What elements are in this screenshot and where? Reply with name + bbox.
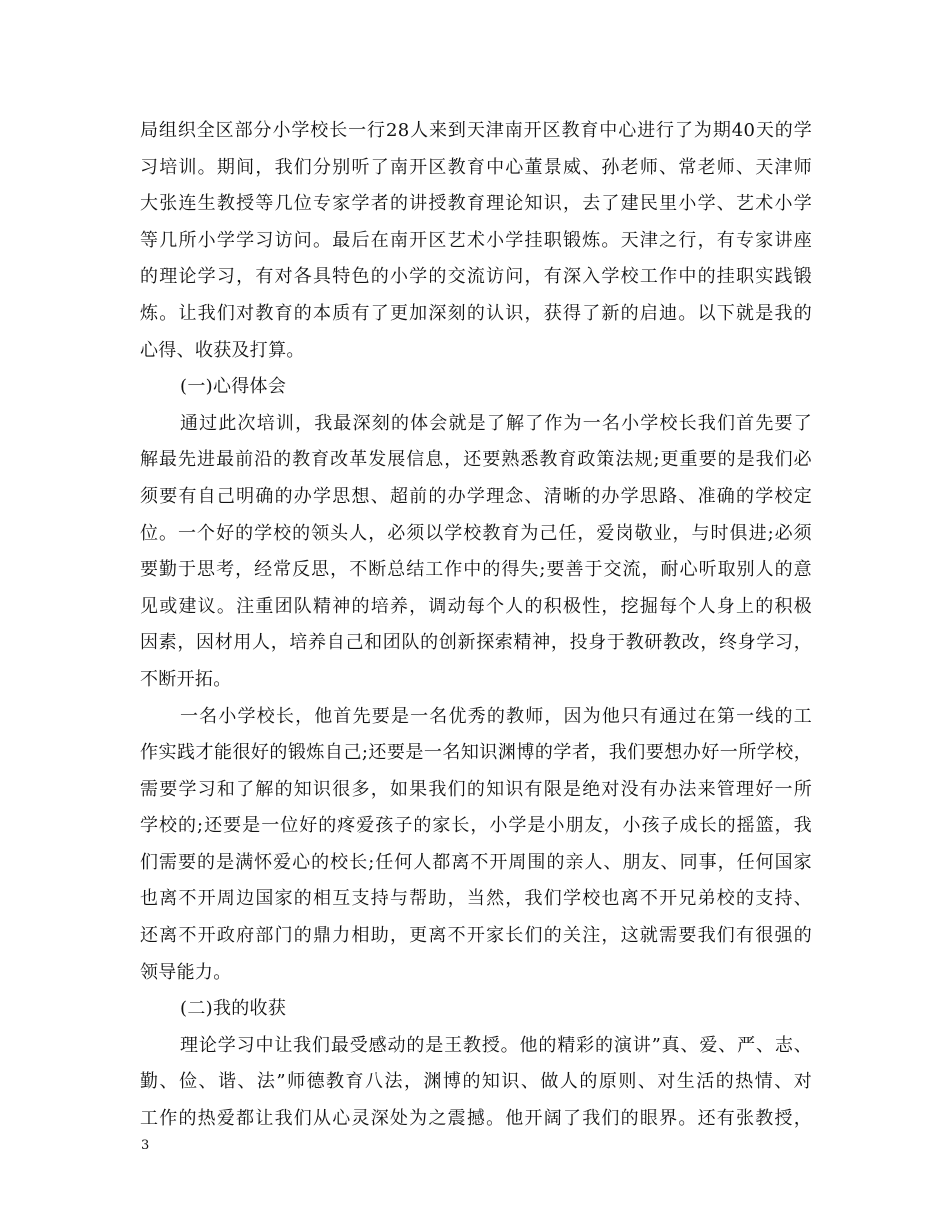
section-heading-gains: (二)我的收获 — [180, 998, 287, 1020]
text-line: 理论学习中让我们最受感动的是王教授。他的精彩的演讲”真、爱、严、志、 — [180, 1034, 812, 1056]
text-line: 的理论学习，有对各具特色的小学的交流访问，有深入学校工作中的挂职实践锻 — [140, 266, 812, 288]
paragraph-gains — [140, 1028, 812, 1138]
text-line: 位。一个好的学校的领头人，必须以学校教育为己任，爱岗敬业，与时俱进;必须 — [140, 522, 812, 544]
text-line: 学校的;还要是一位好的疼爱孩子的家长，小学是小朋友，小孩子成长的摇篮，我 — [140, 815, 812, 837]
text-line: 不断开拓。 — [140, 668, 232, 690]
text-line: 一名小学校长，他首先要是一名优秀的教师，因为他只有通过在第一线的工 — [180, 705, 812, 727]
text-line: 习培训。期间，我们分别听了南开区教育中心董景威、孙老师、常老师、天津师 — [140, 156, 812, 178]
text-line: 要勤于思考，经常反思，不断总结工作中的得失;要善于交流，耐心听取别人的意 — [140, 559, 812, 581]
text-line: 还离不开政府部门的鼎力相助，更离不开家长们的关注，这就需要我们有很强的 — [140, 925, 812, 947]
text-line: 等几所小学学习访问。最后在南开区艺术小学挂职锻炼。天津之行，有专家讲座 — [140, 229, 812, 251]
text-line: 工作的热爱都让我们从心灵深处为之震撼。他开阔了我们的眼界。还有张教授， — [140, 1108, 812, 1130]
text-line: 心得、收获及打算。 — [140, 339, 305, 361]
section-heading-experience: (一)心得体会 — [180, 376, 287, 398]
text-line: 们需要的是满怀爱心的校长;任何人都离不开周围的亲人、朋友、同事，任何国家 — [140, 851, 812, 873]
text-line: 见或建议。注重团队精神的培养，调动每个人的积极性，挖掘每个人身上的积极 — [140, 595, 812, 617]
text-line: 须要有自己明确的办学思想、超前的办学理念、清晰的办学思路、准确的学校定 — [140, 485, 812, 507]
text-line: 需要学习和了解的知识很多，如果我们的知识有限是绝对没有办法来管理好一所 — [140, 778, 812, 800]
text-line: 因素，因材用人，培养自己和团队的创新探索精神，投身于教研教改，终身学习， — [140, 632, 812, 654]
text-line: 作实践才能很好的锻炼自己;还要是一名知识渊博的学者，我们要想办好一所学校， — [140, 742, 812, 764]
text-line: 通过此次培训，我最深刻的体会就是了解了作为一名小学校长我们首先要了 — [180, 412, 812, 434]
text-line: 解最先进最前沿的教育改革发展信息，还要熟悉教育政策法规;更重要的是我们必 — [140, 449, 812, 471]
text-line: 领导能力。 — [140, 961, 232, 983]
text-line: 炼。让我们对教育的本质有了更加深刻的认识，获得了新的启迪。以下就是我的 — [140, 302, 812, 324]
page-number: 3 — [141, 1138, 150, 1153]
paragraph-principal-role — [140, 699, 812, 992]
paragraph-intro — [140, 113, 812, 369]
text-line: 局组织全区部分小学校长一行28人来到天津南开区教育中心进行了为期40天的学 — [140, 120, 812, 141]
text-line: 也离不开周边国家的相互支持与帮助，当然，我们学校也离不开兄弟校的支持、 — [140, 888, 812, 910]
text-line: 大张连生教授等几位专家学者的讲授教育理论知识，去了建民里小学、艺术小学 — [140, 193, 812, 215]
text-line: 勤、俭、谐、法”师德教育八法，渊博的知识、做人的原则、对生活的热情、对 — [140, 1071, 812, 1093]
document-body — [140, 113, 812, 1138]
paragraph-experience — [140, 406, 812, 699]
